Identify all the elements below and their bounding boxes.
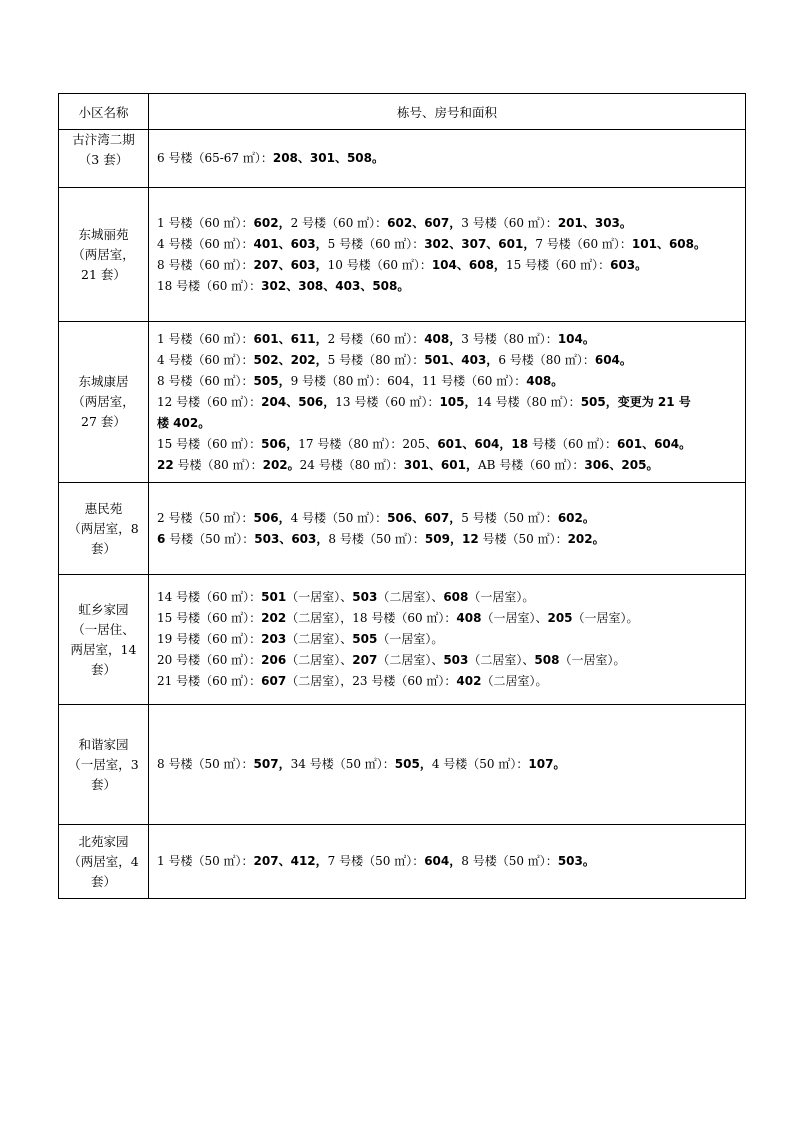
room-numbers: 509，12 <box>424 531 479 546</box>
building-area-label: （二居室）、 <box>377 653 444 667</box>
room-numbers: 505， <box>394 757 432 771</box>
building-area-label: 号楼（50 ㎡）： <box>165 531 255 546</box>
building-room-detail-cell <box>149 825 746 899</box>
room-numbers: 107。 <box>528 757 566 771</box>
housing-allocation-table <box>58 93 746 899</box>
community-name-line: （两居室， <box>72 246 135 262</box>
detail-line <box>157 234 737 255</box>
community-name-line: 东城丽苑 <box>78 226 129 242</box>
room-numbers: 楼 402。 <box>157 415 211 430</box>
building-room-detail-cell <box>149 705 746 825</box>
building-area-label: 4 号楼（60 ㎡）： <box>157 352 254 367</box>
community-name-line: （两居室，4 <box>68 853 139 869</box>
table-row <box>59 575 746 705</box>
building-area-label: 4 号楼（60 ㎡）： <box>157 236 254 251</box>
room-numbers: 604。 <box>594 352 632 367</box>
room-numbers: 202。 <box>567 531 605 546</box>
room-numbers: 206 <box>261 653 287 667</box>
community-name-line: 套） <box>90 540 116 556</box>
detail-line <box>157 255 737 276</box>
building-area-label: 2 号楼（60 ㎡）： <box>327 331 425 346</box>
community-name-cell <box>59 575 149 705</box>
building-area-label: 14 号楼（80 ㎡）： <box>476 394 581 409</box>
building-area-label: （一居室）。 <box>468 590 535 604</box>
room-numbers: 408 <box>456 611 482 625</box>
building-area-label: 3 号楼（60 ㎡）： <box>461 215 558 230</box>
building-area-label: 18 号楼（60 ㎡）： <box>157 278 262 293</box>
building-area-label: （一居室）。 <box>572 611 639 625</box>
room-numbers: 602、607， <box>387 215 462 230</box>
room-numbers: 602。 <box>557 510 595 525</box>
building-area-label: （二居室）、 <box>286 653 353 667</box>
room-numbers: 207 <box>352 653 378 667</box>
room-numbers: 207、412， <box>253 854 328 868</box>
building-area-label: 21 号楼（60 ㎡）： <box>157 674 262 688</box>
building-area-label: 号楼（80 ㎡）： <box>173 457 263 472</box>
detail-line <box>157 434 737 455</box>
room-numbers: 201、303。 <box>557 215 632 230</box>
building-area-label: （二居室）、 <box>468 653 535 667</box>
community-name-cell <box>59 825 149 899</box>
building-area-label: 8 号楼（50 ㎡）： <box>461 854 558 868</box>
building-area-label: 8 号楼（50 ㎡）： <box>157 757 254 771</box>
building-area-label: （二居室）、 <box>286 632 353 646</box>
building-area-label: 4 号楼（50 ㎡）： <box>290 510 388 525</box>
room-numbers: 503。 <box>557 854 595 868</box>
community-name-cell <box>59 188 149 322</box>
room-numbers: 202 <box>261 611 287 625</box>
table-body <box>59 94 746 899</box>
building-area-label: 号楼（50 ㎡）： <box>478 531 568 546</box>
community-name-line: （一居室，3 <box>68 756 139 772</box>
room-numbers: 203 <box>261 632 287 646</box>
community-name-line: 27 套） <box>81 414 126 429</box>
detail-line <box>157 587 737 608</box>
building-area-label: 6 号楼（65-67 ㎡）： <box>157 151 273 165</box>
detail-line <box>157 329 737 350</box>
building-area-label: （一居室）、 <box>286 590 353 604</box>
building-area-label: 14 号楼（60 ㎡）： <box>157 590 262 604</box>
room-numbers: 503、603， <box>254 531 329 546</box>
building-area-label: （二居室），18 号楼（60 ㎡）： <box>286 611 457 625</box>
community-name-cell <box>59 705 149 825</box>
table-header-row <box>59 94 746 130</box>
building-area-label: AB 号楼（60 ㎡）： <box>477 457 585 472</box>
room-numbers: 6 <box>157 531 166 546</box>
community-name-cell <box>59 130 149 188</box>
community-name-line: （两居室， <box>72 394 135 409</box>
community-name-line: 套） <box>90 776 116 792</box>
room-numbers: 505，变更为 21 号 <box>580 394 691 409</box>
room-numbers: 402 <box>456 674 482 688</box>
room-numbers: 607 <box>261 674 287 688</box>
detail-line <box>157 754 737 775</box>
room-numbers: 601、604。 <box>617 436 692 451</box>
room-numbers: 208、301、508。 <box>272 151 385 165</box>
room-numbers: 505 <box>352 632 378 646</box>
building-area-label: （一居室）、 <box>481 611 548 625</box>
table-row <box>59 825 746 899</box>
building-area-label: 1 号楼（50 ㎡）： <box>157 854 254 868</box>
room-numbers: 105， <box>439 394 477 409</box>
building-area-label: 7 号楼（50 ㎡）： <box>327 854 425 868</box>
room-numbers: 306、205。 <box>584 457 659 472</box>
building-area-label: 1 号楼（60 ㎡）： <box>157 331 254 346</box>
detail-line <box>157 529 737 550</box>
room-numbers: 408。 <box>526 373 564 388</box>
detail-line <box>157 671 737 692</box>
building-area-label: 号楼（60 ㎡）： <box>528 436 618 451</box>
room-numbers: 501、403， <box>424 352 499 367</box>
detail-line <box>157 213 737 234</box>
detail-line <box>157 455 737 476</box>
building-area-label: （二居室）。 <box>481 674 548 688</box>
room-numbers: 602， <box>253 215 291 230</box>
building-area-label: 5 号楼（50 ㎡）： <box>461 510 558 525</box>
building-area-label: 7 号楼（60 ㎡）： <box>535 236 632 251</box>
room-numbers: 204、506， <box>261 394 336 409</box>
detail-line <box>157 508 737 529</box>
building-area-label: 15 号楼（60 ㎡）： <box>505 257 611 272</box>
room-numbers: 508 <box>534 653 560 667</box>
building-area-label: （二居室），23 号楼（60 ㎡）： <box>286 674 457 688</box>
room-numbers: 601、611， <box>253 331 328 346</box>
building-area-label: 1 号楼（60 ㎡）： <box>157 215 254 230</box>
table-row <box>59 322 746 483</box>
table-row <box>59 130 746 188</box>
room-numbers: 503 <box>352 590 378 604</box>
building-area-label: 34 号楼（50 ㎡）： <box>290 757 395 771</box>
room-numbers: 104。 <box>557 331 595 346</box>
building-area-label: （二居室）、 <box>377 590 444 604</box>
room-numbers: 301、601， <box>403 457 478 472</box>
room-numbers: 401、603， <box>253 236 328 251</box>
community-name-line: 惠民苑 <box>84 500 123 516</box>
building-area-label: 12 号楼（60 ㎡）： <box>157 394 262 409</box>
building-area-label: 8 号楼（60 ㎡）： <box>157 373 254 388</box>
building-area-label: 5 号楼（80 ㎡）： <box>327 352 425 367</box>
building-area-label: 3 号楼（80 ㎡）： <box>461 331 558 346</box>
building-area-label: 4 号楼（50 ㎡）： <box>431 757 529 771</box>
table-row <box>59 483 746 575</box>
room-numbers: 202。 <box>262 457 300 472</box>
room-numbers: 104、608， <box>431 257 506 272</box>
detail-line <box>157 851 737 872</box>
building-area-label: 19 号楼（60 ㎡）： <box>157 632 262 646</box>
building-room-detail-cell <box>149 322 746 483</box>
community-name-line: （3 套） <box>78 152 129 167</box>
building-area-label: 2 号楼（50 ㎡）： <box>157 510 254 525</box>
building-area-label: 24 号楼（80 ㎡）： <box>299 457 404 472</box>
room-numbers: 502、202， <box>253 352 328 367</box>
building-area-label: （一居室）。 <box>559 653 626 667</box>
building-area-label: 8 号楼（50 ㎡）： <box>328 531 425 546</box>
room-numbers: 603。 <box>610 257 648 272</box>
header-community-name: 小区名称 <box>59 94 149 130</box>
community-name-cell <box>59 322 149 483</box>
room-numbers: 22 <box>157 457 174 472</box>
community-name-line: 21 套） <box>81 266 126 282</box>
room-numbers: 205 <box>547 611 573 625</box>
room-numbers: 302、308、403、508。 <box>261 278 410 293</box>
detail-line <box>157 608 737 629</box>
room-numbers: 505， <box>253 373 291 388</box>
building-area-label: （一居室）。 <box>377 632 444 646</box>
room-numbers: 608 <box>443 590 469 604</box>
table-row <box>59 705 746 825</box>
room-numbers: 101、608。 <box>631 236 707 251</box>
room-numbers: 604， <box>424 854 462 868</box>
community-name-line: 东城康居 <box>78 374 129 389</box>
community-name-line: 北苑家园 <box>78 833 129 849</box>
detail-line <box>157 413 737 434</box>
building-area-label: 6 号楼（80 ㎡）： <box>498 352 595 367</box>
building-room-detail-cell <box>149 130 746 188</box>
detail-line <box>157 350 737 371</box>
room-numbers: 503 <box>443 653 469 667</box>
room-numbers: 302、307、601， <box>424 236 536 251</box>
detail-line <box>157 371 737 392</box>
community-name-line: 套） <box>90 873 116 889</box>
detail-line <box>157 650 737 671</box>
building-area-label: 5 号楼（60 ㎡）： <box>327 236 425 251</box>
header-building-room-area: 栋号、房号和面积 <box>149 94 746 130</box>
room-numbers: 207、603， <box>253 257 328 272</box>
detail-line <box>157 629 737 650</box>
room-numbers: 506， <box>253 510 291 525</box>
room-numbers: 501 <box>261 590 287 604</box>
table-row <box>59 188 746 322</box>
community-name-line: 和谐家园 <box>78 736 129 752</box>
building-room-detail-cell <box>149 188 746 322</box>
detail-line <box>157 148 737 169</box>
community-name-line: 套） <box>90 661 116 677</box>
building-room-detail-cell <box>149 483 746 575</box>
community-name-cell <box>59 483 149 575</box>
building-area-label: 9 号楼（80 ㎡）：604，11 号楼（60 ㎡）： <box>290 373 527 388</box>
community-name-line: 虹乡家园 <box>78 601 129 617</box>
building-area-label: 10 号楼（60 ㎡）： <box>327 257 432 272</box>
building-room-detail-cell <box>149 575 746 705</box>
community-name-line: （一居住、 <box>72 621 135 637</box>
room-numbers: 601、604，18 <box>437 436 529 451</box>
room-numbers: 506、607， <box>387 510 462 525</box>
room-numbers: 408， <box>424 331 462 346</box>
building-area-label: 8 号楼（60 ㎡）： <box>157 257 254 272</box>
room-numbers: 507， <box>253 757 291 771</box>
detail-line <box>157 276 737 297</box>
detail-line <box>157 392 737 413</box>
building-area-label: 2 号楼（60 ㎡）： <box>290 215 388 230</box>
community-name-line: 古汴湾二期 <box>72 132 135 147</box>
community-name-line: （两居室，8 <box>68 520 139 536</box>
room-numbers: 506， <box>261 436 299 451</box>
building-area-label: 17 号楼（80 ㎡）：205、 <box>298 436 438 451</box>
building-area-label: 13 号楼（60 ㎡）： <box>335 394 440 409</box>
building-area-label: 20 号楼（60 ㎡）： <box>157 653 262 667</box>
building-area-label: 15 号楼（60 ㎡）： <box>157 611 262 625</box>
community-name-line: 两居室，14 <box>70 641 137 657</box>
building-area-label: 15 号楼（60 ㎡）： <box>157 436 262 451</box>
